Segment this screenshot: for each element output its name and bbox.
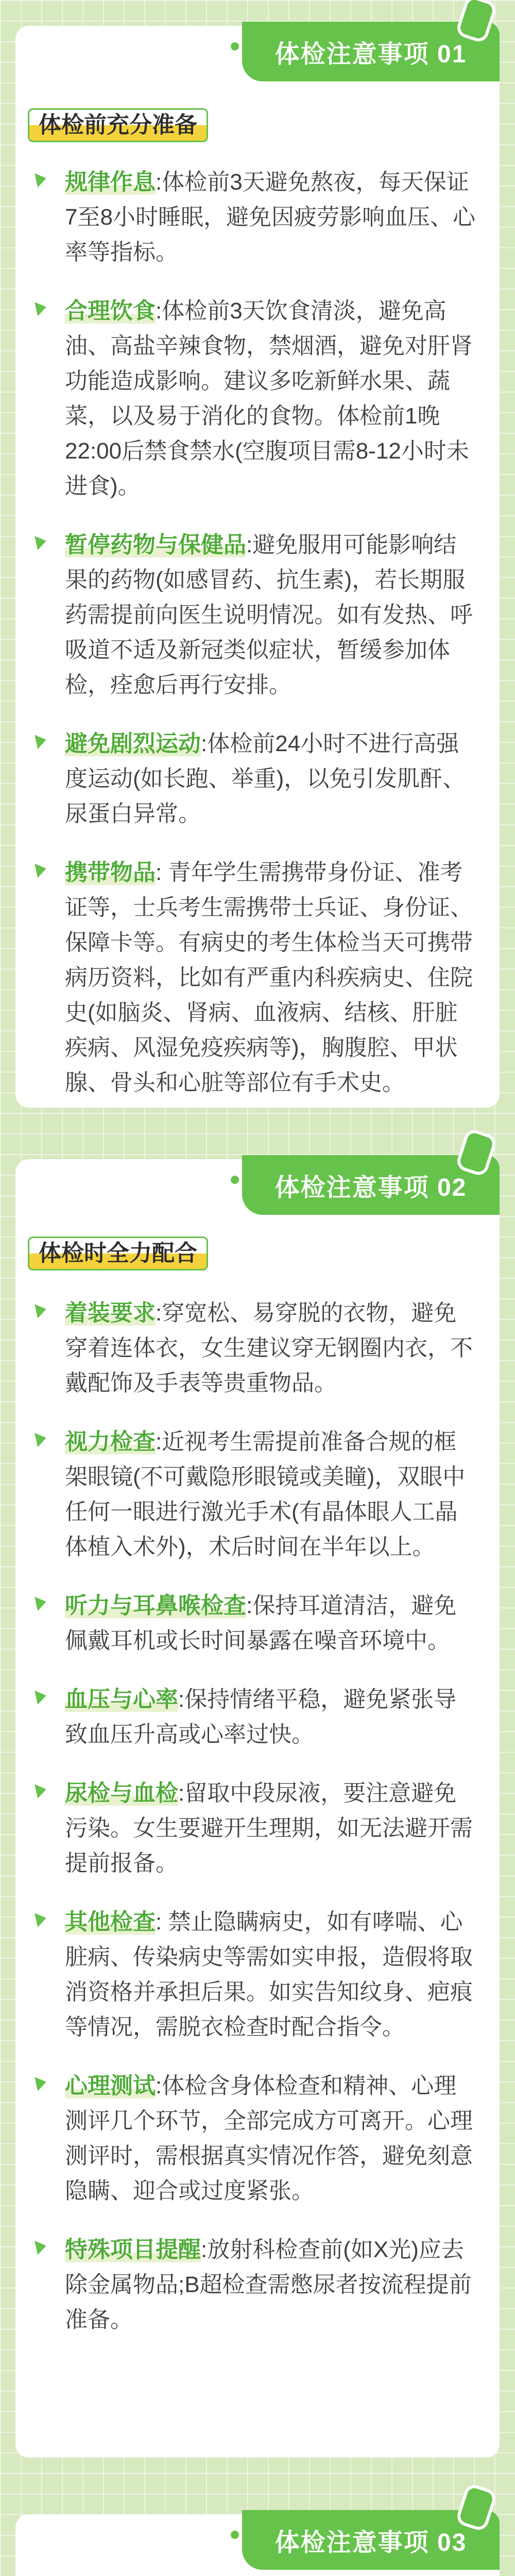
list-item: [36, 2232, 479, 2337]
item-key: 暂停药物与保健品: [65, 532, 246, 557]
section-subtitle: 体检时全力配合: [28, 1236, 208, 1270]
item-key: 合理饮食: [65, 298, 156, 324]
item-text: : 青年学生需携带身份证、准考证等，士兵考生需携带士兵证、身份证、保障卡等。有病史的考生体检当天可携带病历资料，比如有严重内科疾病史、住院史(如脑炎、肾病、血液病、结核、肝脏疾病、风湿免疫疾病等)，胸腹腔、甲状腺、骨头和心脏等部位有手术史。: [65, 860, 473, 1095]
item-text: :体检前3天避免熬夜，每天保证7至8小时睡眠，避免因疲劳影响血压、心率等指标。: [65, 170, 475, 265]
triangle-bullet-icon: [35, 171, 47, 188]
list-item: [36, 1588, 479, 1658]
item-key: 携带物品: [65, 860, 156, 885]
list-item: [36, 855, 479, 1100]
item-key: 着装要求: [65, 1300, 156, 1326]
item-key: 视力检查: [65, 1429, 156, 1454]
item-list: [36, 1296, 479, 2361]
triangle-bullet-icon: [35, 861, 47, 878]
section-title: 体检注意事项 03: [242, 2510, 500, 2570]
triangle-bullet-icon: [35, 1782, 47, 1799]
list-item: [36, 528, 479, 703]
list-item: [36, 1296, 479, 1401]
item-key: 尿检与血检: [65, 1781, 178, 1806]
item-text: : 禁止隐瞒病史，如有哮喘、心脏病、传染病史等需如实申报，造假将取消资格并承担后果。如实告知纹身、疤痕等情况，需脱衣检查时配合指令。: [65, 1909, 473, 2040]
list-item: [36, 1682, 479, 1752]
item-text: :放射科检查前(如X光)应去除金属物品;B超检查需憋尿者按流程提前准备。: [65, 2237, 472, 2332]
list-item: [36, 1905, 479, 2045]
triangle-bullet-icon: [35, 1431, 47, 1447]
item-text: :体检前3天饮食清淡，避免高油、高盐辛辣食物，禁烟酒，避免对肝肾功能造成影响。建议多吃新鲜水果、蔬菜，以及易于消化的食物。体检前1晚22:00后禁食禁水(空腹项目需8-12小时未进食)。: [65, 298, 473, 499]
item-text: :保持耳道清洁，避免佩戴耳机或长时间暴露在噪音环境中。: [65, 1593, 457, 1653]
list-item: [36, 165, 479, 270]
section-card-2: [15, 1159, 500, 2458]
item-key: 特殊项目提醒: [65, 2237, 201, 2262]
list-item: [36, 294, 479, 504]
list-item: [36, 2069, 479, 2209]
section-title: 体检注意事项 01: [242, 22, 500, 81]
item-key: 避免剧烈运动: [65, 731, 201, 756]
item-text: :体检含身体检查和精神、心理测评几个环节，全部完成方可离开。心理测评时，需根据真实情况作答，避免刻意隐瞒、迎合或过度紧张。: [65, 2073, 473, 2204]
triangle-bullet-icon: [35, 733, 47, 749]
section-subtitle: 体检前充分准备: [28, 108, 208, 142]
section-title: 体检注意事项 02: [242, 1155, 500, 1215]
item-key: 心理测试: [65, 2073, 156, 2098]
triangle-bullet-icon: [35, 1911, 47, 1927]
item-key: 规律作息: [65, 170, 156, 195]
triangle-bullet-icon: [35, 534, 47, 550]
triangle-bullet-icon: [35, 1595, 47, 1611]
item-key: 听力与耳鼻喉检查: [65, 1593, 246, 1618]
triangle-bullet-icon: [35, 2075, 47, 2091]
triangle-bullet-icon: [35, 1302, 47, 1318]
list-item: [36, 726, 479, 832]
section-card-3: [15, 2514, 500, 2576]
list-item: [36, 1425, 479, 1565]
item-text: :穿宽松、易穿脱的衣物，避免穿着连体衣，女生建议穿无钢圈内衣，不戴配饰及手表等贵重物品。: [65, 1300, 473, 1396]
item-text: :保持情绪平稳，避免紧张导致血压升高或心率过快。: [65, 1687, 457, 1747]
item-text: :留取中段尿液，要注意避免污染。女生要避开生理期，如无法避开需提前报备。: [65, 1781, 473, 1876]
triangle-bullet-icon: [35, 2239, 47, 2255]
list-item: [36, 1776, 479, 1881]
item-list: [36, 165, 479, 1124]
triangle-bullet-icon: [35, 300, 47, 316]
item-key: 其他检查: [65, 1909, 156, 1935]
item-text: :避免服用可能影响结果的药物(如感冒药、抗生素)，若长期服药需提前向医生说明情况。如有发热、呼吸道不适及新冠类似症状，暂缓参加体检，痊愈后再行安排。: [65, 532, 473, 698]
item-key: 血压与心率: [65, 1687, 178, 1712]
item-text: :体检前24小时不进行高强度运动(如长跑、举重)，以免引发肌酐、尿蛋白异常。: [65, 731, 466, 826]
section-card-1: [15, 26, 500, 1108]
triangle-bullet-icon: [35, 1688, 47, 1705]
item-text: :近视考生需提前准备合规的框架眼镜(不可戴隐形眼镜或美瞳)，双眼中任何一眼进行激光手术(有晶体眼人工晶体植入术外)，术后时间在半年以上。: [65, 1429, 466, 1560]
